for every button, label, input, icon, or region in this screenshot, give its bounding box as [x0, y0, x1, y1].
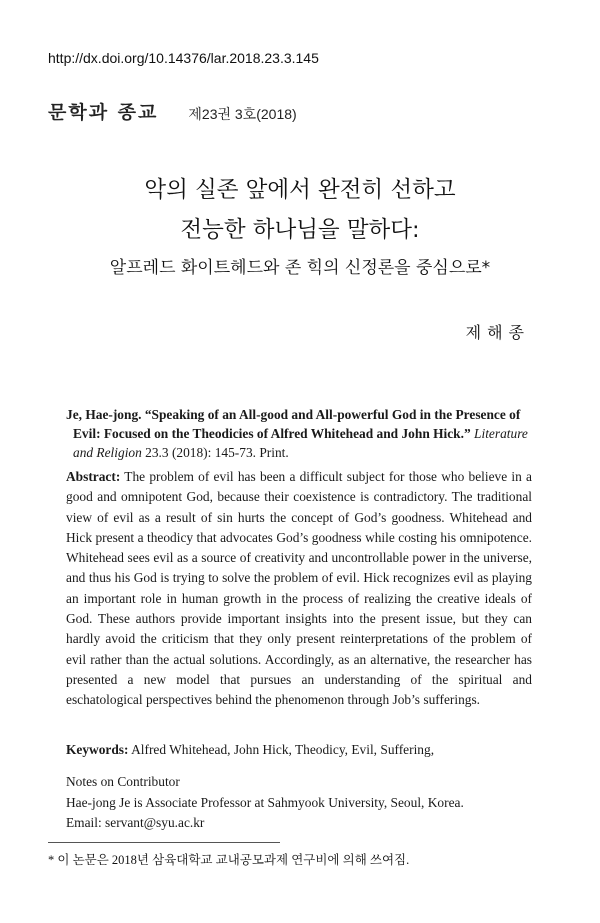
doi-link[interactable]: http://dx.doi.org/10.14376/lar.2018.23.3.145 — [48, 50, 319, 66]
abstract-label: Abstract: — [66, 469, 121, 484]
journal-header — [48, 98, 297, 125]
footnote: * 이 논문은 2018년 삼육대학교 교내공모과제 연구비에 의해 쓰여짐. — [48, 853, 410, 867]
citation-journal: Literature and Religion — [73, 426, 528, 460]
contributor-notes — [66, 772, 536, 834]
keywords — [66, 740, 536, 760]
contributor-email[interactable]: Email: servant@syu.ac.kr — [66, 815, 205, 830]
footnote-divider — [48, 842, 280, 843]
abstract — [66, 467, 532, 711]
citation-details: 23.3 (2018): 145-73. Print. — [141, 445, 289, 460]
citation-authors-title: Je, Hae-jong. “Speaking of an All-good and All-powerful God in the Presence of Evil: Focused on the Theodicies of Alfred Whitehead and John Hick.” — [66, 407, 521, 441]
abstract-text: The problem of evil has been a difficult subject for those who believe in a good and omnipotent God, because their coexistence is contradictory. The traditional view of evil as a result of sin hurts the concept of God’s goodness. Whitehead and Hick present a theodicy that advocates God’s goodness while costing his omnipotence. Whitehead sees evil as a source of creativity and uncontrollable power in the universe, and thus his God is trying to solve the problem of evil. Hick recognizes evil as playing an important role in human growth in the process of realizing the creative ideals of God. These authors provide important insights into the present issue, but they can hardly avoid the criticism that they only present reinterpretations of the problem of evil rather than the actual solutions. Accordingly, as an alternative, the researcher has presented a new model that pursues an understanding of the spiritual and eschatological perspectives behind the phenomenon through Job’s sufferings. — [66, 469, 532, 708]
citation — [66, 405, 543, 462]
title-line-2: 전능한 하나님을 말하다: — [180, 217, 420, 243]
subtitle: 알프레드 화이트헤드와 존 힉의 신정론을 중심으로* — [109, 258, 491, 278]
author-name: 제해종 — [465, 323, 530, 342]
notes-heading: Notes on Contributor — [66, 774, 180, 789]
keywords-label: Keywords: — [66, 742, 129, 757]
keywords-text: Alfred Whitehead, John Hick, Theodicy, Evil, Suffering, — [128, 742, 435, 757]
journal-issue: 제23권 3호(2018) — [188, 106, 297, 122]
title-line-1: 악의 실존 앞에서 완전히 선하고 — [144, 177, 456, 203]
journal-logo: 문학과 종교 — [48, 102, 159, 124]
contributor-bio: Hae-jong Je is Associate Professor at Sahmyook University, Seoul, Korea. — [66, 794, 464, 810]
